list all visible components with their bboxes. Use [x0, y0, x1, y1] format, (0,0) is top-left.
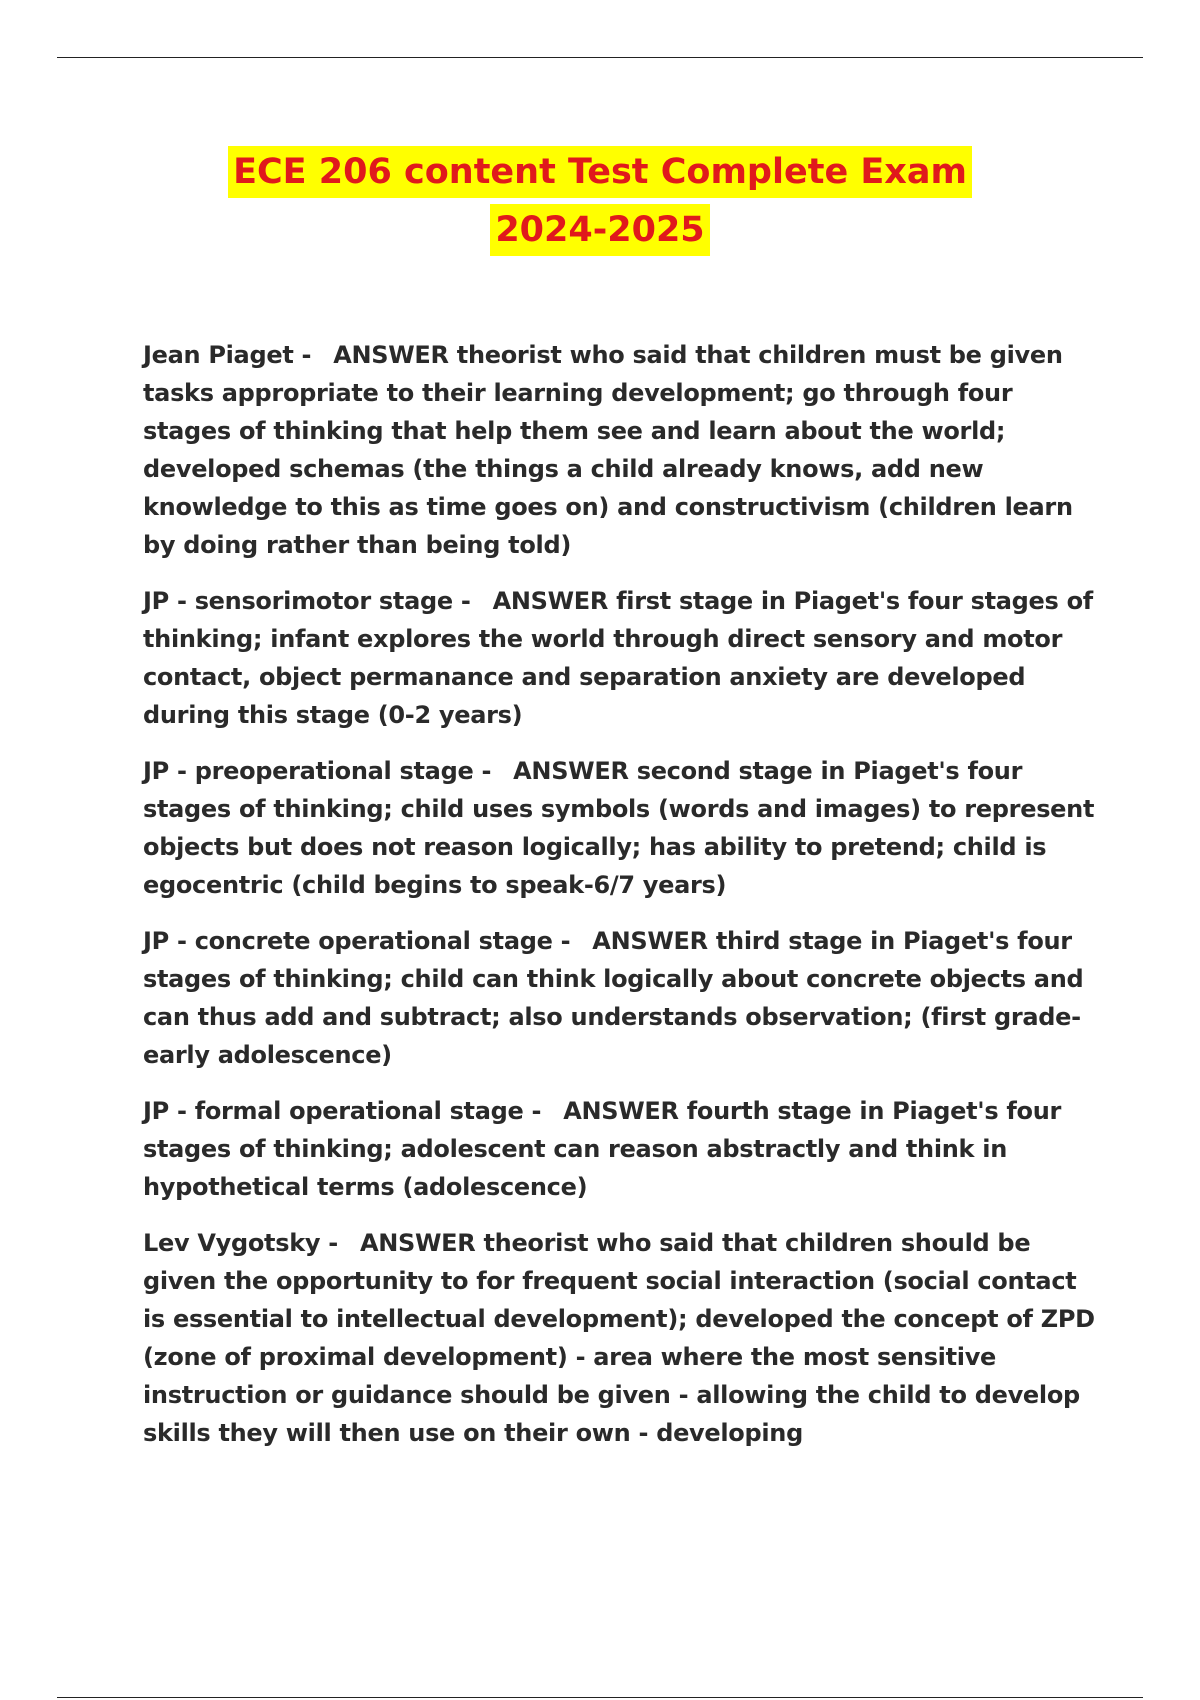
qa-entry-formal-operational [143, 1092, 1103, 1206]
qa-term: Lev Vygotsky - [143, 1229, 338, 1257]
qa-term: JP - formal operational stage - [143, 1097, 542, 1125]
title-line-2: 2024-2025 [490, 204, 709, 256]
document-title [0, 146, 1200, 256]
qa-list [143, 336, 1103, 1470]
qa-entry-sensorimotor [143, 582, 1103, 734]
qa-term: JP - sensorimotor stage - [143, 587, 471, 615]
qa-term: JP - preoperational stage - [143, 757, 492, 785]
answer-marker: ANSWER [513, 757, 629, 785]
title-line-1: ECE 206 content Test Complete Exam [228, 146, 972, 198]
qa-term: Jean Piaget - [143, 341, 312, 369]
qa-answer: second stage in Piaget's four stages of thinking; child uses symbols (words and images) to represent objects but does not reason logically; has ability to pretend; child is egocentric (child begins to speak-6/7 years) [143, 757, 1095, 899]
qa-answer: fourth stage in Piaget's four stages of thinking; adolescent can reason abstractly and think in hypothetical terms (adolescence) [143, 1097, 1062, 1201]
qa-answer: theorist who said that children should be given the opportunity to for frequent social interaction (social contact is essential to intellectual development); developed the concept of ZPD (zone of proximal development) - area where the most sensitive instruction or guidance should be given - allowing the child to develop skills they will then use on their own - developing [143, 1229, 1095, 1447]
answer-marker: ANSWER [592, 927, 708, 955]
answer-marker: ANSWER [492, 587, 609, 615]
qa-term: JP - concrete operational stage - [143, 927, 571, 955]
answer-marker: ANSWER [563, 1097, 679, 1125]
qa-answer: theorist who said that children must be given tasks appropriate to their learning development; go through four stages of thinking that help them see and learn about the world; developed schemas (the things a child already knows, add new knowledge to this as time goes on) and constructivism (children learn by doing rather than being told) [143, 341, 1073, 559]
qa-entry-preoperational [143, 752, 1103, 904]
bottom-divider [57, 1697, 1143, 1698]
qa-answer: third stage in Piaget's four stages of thinking; child can think logically about concrete objects and can thus add and subtract; also understands observation; (first grade-early adolescence) [143, 927, 1084, 1069]
answer-marker: ANSWER [359, 1229, 476, 1257]
answer-marker: ANSWER [333, 341, 449, 369]
qa-entry-jean-piaget [143, 336, 1103, 564]
qa-entry-concrete-operational [143, 922, 1103, 1074]
qa-answer: first stage in Piaget's four stages of thinking; infant explores the world through direct sensory and motor contact, object permanance and separation anxiety are developed during this stage (0-2 years) [143, 587, 1093, 729]
top-divider [57, 57, 1143, 58]
qa-entry-lev-vygotsky [143, 1224, 1103, 1452]
